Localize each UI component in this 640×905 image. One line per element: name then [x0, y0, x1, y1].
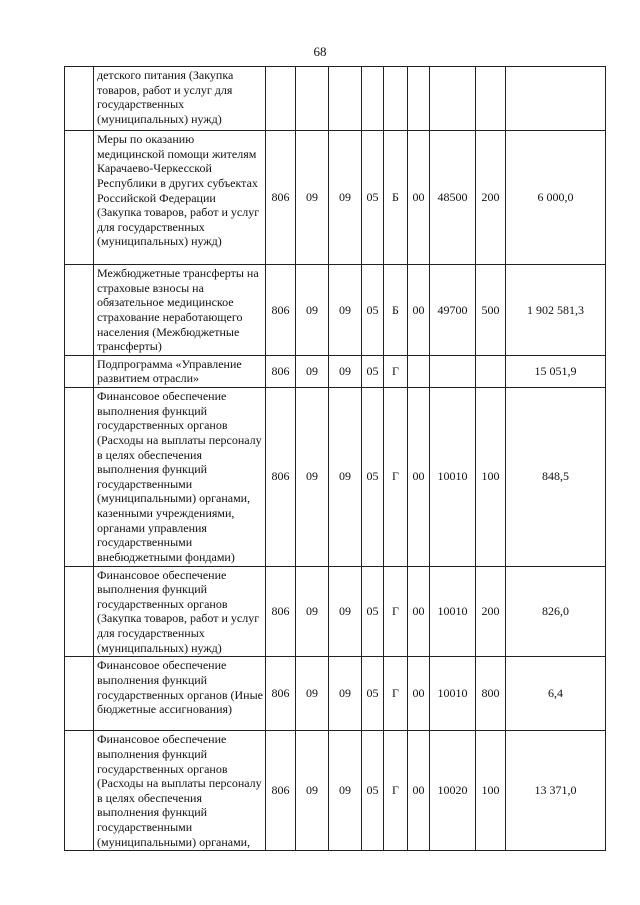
program-cell: 05	[362, 657, 384, 731]
row-index-cell	[65, 131, 94, 265]
subprogram-cell: Б	[384, 131, 408, 265]
amount-cell: 826,0	[506, 566, 606, 657]
ministry-cell: 806	[266, 657, 296, 731]
program-cell: 05	[362, 566, 384, 657]
expense-type-cell: 200	[476, 131, 506, 265]
main-event-cell: 00	[408, 131, 430, 265]
description-cell: Подпрограмма «Управление развитием отрасли»	[94, 355, 266, 387]
subsection-cell: 09	[329, 131, 362, 265]
table-row	[65, 131, 606, 265]
expense-type-cell	[476, 355, 506, 387]
subsection-cell: 09	[329, 355, 362, 387]
program-cell: 05	[362, 355, 384, 387]
table-row	[65, 566, 606, 657]
direction-cell	[430, 355, 476, 387]
amount-cell	[506, 67, 606, 131]
section-cell: 09	[296, 731, 329, 851]
main-event-cell: 00	[408, 731, 430, 851]
direction-cell: 10010	[430, 657, 476, 731]
expense-type-cell: 500	[476, 265, 506, 356]
table-row	[65, 265, 606, 356]
row-index-cell	[65, 265, 94, 356]
direction-cell: 10010	[430, 388, 476, 567]
ministry-cell: 806	[266, 265, 296, 356]
table-row	[65, 67, 606, 131]
direction-cell: 48500	[430, 131, 476, 265]
subprogram-cell: Г	[384, 731, 408, 851]
description-cell: Финансовое обеспечение выполнения функций государственных органов (Иные бюджетные ассигнования)	[94, 657, 266, 731]
program-cell: 05	[362, 731, 384, 851]
description-cell: детского питания (Закупка товаров, работ и услуг для государственных (муниципальных) нужд)	[94, 67, 266, 131]
program-cell	[362, 67, 384, 131]
ministry-cell	[266, 67, 296, 131]
table-row	[65, 657, 606, 731]
expense-type-cell: 100	[476, 388, 506, 567]
main-event-cell: 00	[408, 265, 430, 356]
table-row	[65, 388, 606, 567]
subsection-cell: 09	[329, 566, 362, 657]
row-index-cell	[65, 67, 94, 131]
row-index-cell	[65, 731, 94, 851]
subsection-cell: 09	[329, 388, 362, 567]
expense-type-cell: 100	[476, 731, 506, 851]
amount-cell: 15 051,9	[506, 355, 606, 387]
description-cell: Межбюджетные трансферты на страховые взносы на обязательное медицинское страхование неработающего населения (Межбюджетные трансферты)	[94, 265, 266, 356]
description-cell: Финансовое обеспечение выполнения функций государственных органов (Закупка товаров, работ и услуг для государственных (муниципальных) нужд)	[94, 566, 266, 657]
description-cell: Финансовое обеспечение выполнения функций государственных органов (Расходы на выплаты персоналу в целях обеспечения выполнения функций государственными (муниципальными) органами, казенными учреждениями, органами управления государственными внебюджетными фондами)	[94, 388, 266, 567]
section-cell: 09	[296, 131, 329, 265]
table-body	[65, 67, 606, 851]
direction-cell: 49700	[430, 265, 476, 356]
main-event-cell: 00	[408, 388, 430, 567]
ministry-cell: 806	[266, 731, 296, 851]
section-cell: 09	[296, 265, 329, 356]
row-index-cell	[65, 657, 94, 731]
main-event-cell: 00	[408, 566, 430, 657]
amount-cell: 6,4	[506, 657, 606, 731]
main-event-cell: 00	[408, 657, 430, 731]
direction-cell: 10020	[430, 731, 476, 851]
subprogram-cell: Г	[384, 566, 408, 657]
expense-type-cell: 800	[476, 657, 506, 731]
section-cell	[296, 67, 329, 131]
ministry-cell: 806	[266, 131, 296, 265]
section-cell: 09	[296, 566, 329, 657]
ministry-cell: 806	[266, 355, 296, 387]
table-row	[65, 731, 606, 851]
budget-table	[64, 66, 606, 851]
subprogram-cell: Г	[384, 388, 408, 567]
description-cell: Финансовое обеспечение выполнения функций государственных органов (Расходы на выплаты персоналу в целях обеспечения выполнения функций государственными (муниципальными) органами,	[94, 731, 266, 851]
subsection-cell: 09	[329, 731, 362, 851]
direction-cell	[430, 67, 476, 131]
row-index-cell	[65, 355, 94, 387]
section-cell: 09	[296, 355, 329, 387]
amount-cell: 6 000,0	[506, 131, 606, 265]
subprogram-cell: Г	[384, 355, 408, 387]
subsection-cell: 09	[329, 265, 362, 356]
row-index-cell	[65, 566, 94, 657]
section-cell: 09	[296, 657, 329, 731]
subsection-cell: 09	[329, 657, 362, 731]
main-event-cell	[408, 67, 430, 131]
table-row	[65, 355, 606, 387]
expense-type-cell: 200	[476, 566, 506, 657]
subsection-cell	[329, 67, 362, 131]
amount-cell: 1 902 581,3	[506, 265, 606, 356]
expense-type-cell	[476, 67, 506, 131]
page-number: 68	[313, 44, 327, 59]
program-cell: 05	[362, 388, 384, 567]
amount-cell: 848,5	[506, 388, 606, 567]
subprogram-cell: Г	[384, 657, 408, 731]
direction-cell: 10010	[430, 566, 476, 657]
amount-cell: 13 371,0	[506, 731, 606, 851]
ministry-cell: 806	[266, 566, 296, 657]
program-cell: 05	[362, 131, 384, 265]
description-cell: Меры по оказанию медицинской помощи жителям Карачаево-Черкесской Республики в других субъектах Российской Федерации (Закупка товаров, работ и услуг для государственных (муниципальных) нужд)	[94, 131, 266, 265]
subprogram-cell	[384, 67, 408, 131]
ministry-cell: 806	[266, 388, 296, 567]
program-cell: 05	[362, 265, 384, 356]
section-cell: 09	[296, 388, 329, 567]
main-event-cell	[408, 355, 430, 387]
subprogram-cell: Б	[384, 265, 408, 356]
scan-artifact	[18, 3, 188, 15]
row-index-cell	[65, 388, 94, 567]
